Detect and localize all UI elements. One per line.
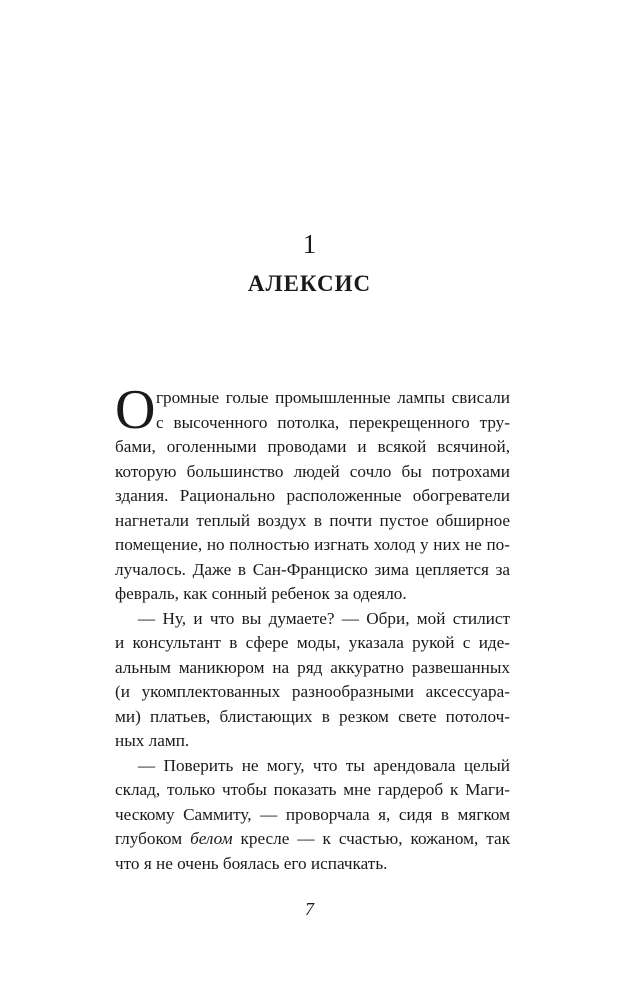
chapter-title: АЛЕКСИС [247, 271, 372, 296]
italic-word: белом [190, 829, 233, 848]
text-line: (и укомплектованных разнообразными аксессуара- [115, 682, 510, 701]
chapter-number: 1 [302, 229, 317, 259]
text-line: ных ламп. [115, 731, 190, 750]
text-line: с высоченного потолка, перекрещенного тру- [156, 412, 510, 432]
text-line: здания. Рационально расположенные обогреватели [115, 486, 510, 505]
text-line: бами, оголенными проводами и всякой всячиной, [115, 437, 510, 456]
text-line: и консультант в сфере моды, указала рукой с иде- [115, 633, 510, 652]
text-line: помещение, но полностью изгнать холод у них не по- [115, 535, 510, 554]
text-line: ми) платьев, блистающих в резком свете потолоч- [115, 706, 510, 726]
drop-cap: О [115, 379, 156, 441]
text-line: ческому Саммиту, — проворчала я, сидя в мягком [115, 804, 510, 824]
text-fragment: глубоком [115, 829, 191, 848]
text-line: — Ну, и что вы думаете? — Обри, мой стилист [138, 608, 510, 628]
text-fragment: кресле — к счастью, кожаном, так [232, 829, 510, 848]
text-line: лучалось. Даже в Сан-Франциско зима цепляется за [115, 559, 510, 579]
text-line [115, 827, 510, 852]
body-text [115, 379, 510, 876]
text-line: февраль, как сонный ребенок за одеяло. [115, 584, 407, 603]
text-line: — Поверить не могу, что ты арендовала целый [138, 755, 510, 775]
text-line: нагнетали теплый воздух в почти пустое обширное [115, 510, 510, 530]
text-line: альным маникюром на ряд аккуратно развешанных [115, 657, 510, 677]
text-line: склад, только чтобы показать мне гардероб к Маги- [115, 780, 510, 799]
page-number: 7 [305, 899, 314, 919]
text-line: громные голые промышленные лампы свисали [156, 388, 510, 407]
text-line: что я не очень боялась его испачкать. [115, 853, 388, 873]
text-line: которую большинство людей сочло бы потрохами [115, 461, 510, 481]
